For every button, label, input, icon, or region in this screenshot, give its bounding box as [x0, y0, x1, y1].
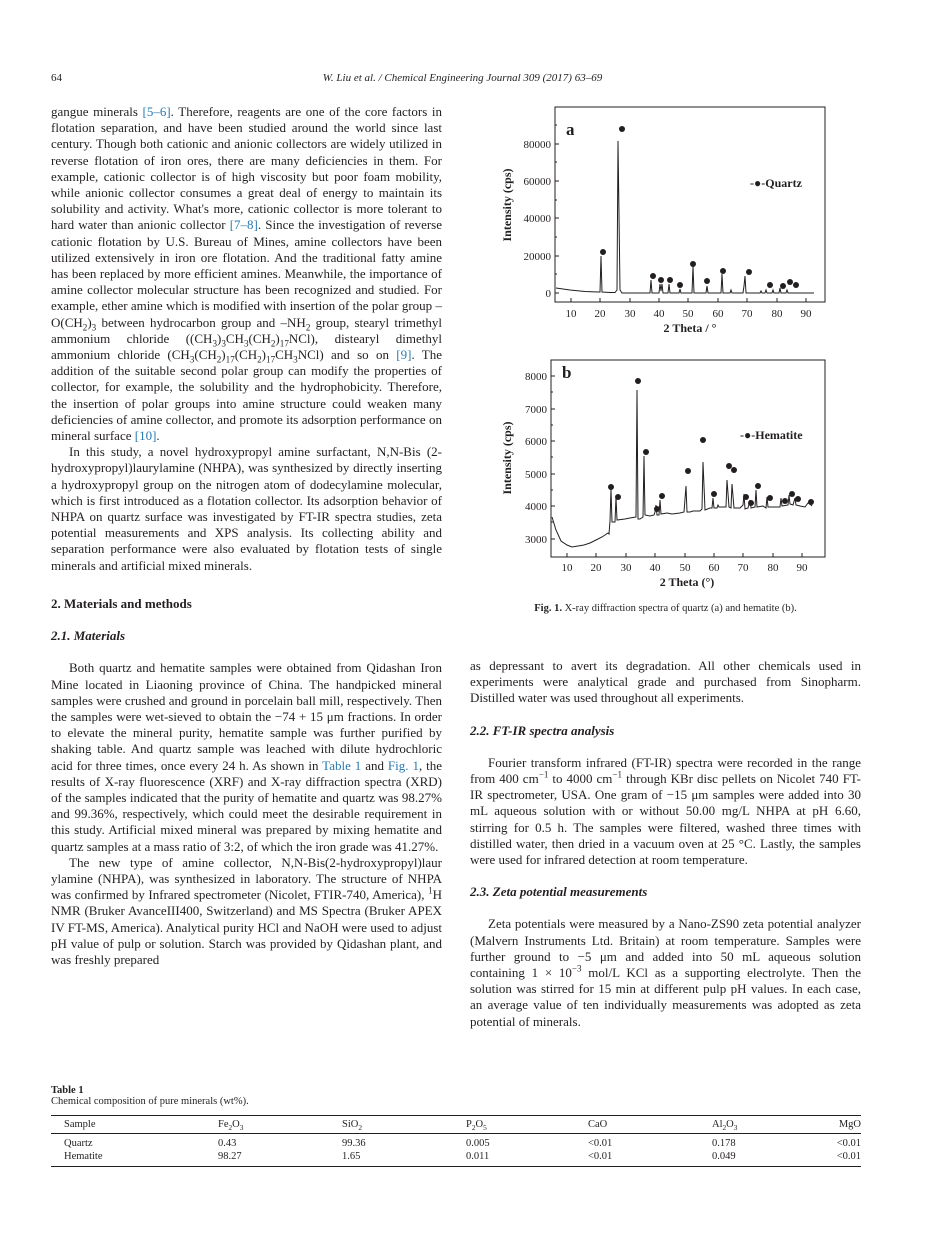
svg-text:70: 70: [737, 562, 749, 574]
svg-text:90: 90: [796, 562, 808, 574]
table-1: [51, 1085, 861, 1167]
svg-text:2 Theta / °: 2 Theta / °: [663, 321, 717, 335]
ftir-paragraph: Fourier transform infrared (FT-IR) spectra were recorded in the range from 400 $cm^{-1}$ to 4000 $cm^{-1}$ through KBr disc pellets on Nicolet 740 FT-IR spectrometer, USA. One gram of −15 μm samples were added into 30 mL aqueous solution with or without 50.00 mg/L NHPA at pH 6.60, stirring for 0.5 h. The samples were filtered, washed three times with distilled water, then dried in a vacuum oven at 25 °C. Lastly, the samples were used for infrared detection at room temperature.: [470, 754, 861, 868]
svg-text:20: 20: [590, 562, 602, 574]
intro-paragraph-1: gangue minerals [5–6]. Therefore, reagents are one of the core factors in flotation separation, and have been studied around the world since last century. Though both cationic and anionic collectors are widely utilized in reverse flotation of iron ores, there are many deficiencies in them. For example, cationic collector is of high viscosity but poor foam mobility, while anionic collector consumes a great deal of energy to maintain its solubility and activity. What's more, cationic collector is more tolerant to hard water than anionic collector [7–8]. Since the investigation of reverse cationic flotation by U.S. Bureau of Mines, amine collectors have been utilized extensively in iron ore flotation. And the traditional fatty amine has been replaced by more efficient amines. Meanwhile, the importance of amine collector molecular structure has been recognized and studied. For example, ether amine which is modified with insertion of the polar group $-O(CH_2)_3$ between hydrocarbon group and $-NH_2$ group, stearyl trimethyl ammonium chloride $((CH_3)_3CH_3(CH_2)_{17}NCl)$, distearyl dimethyl ammonium chloride $(CH_3(CH_2)_{17}(CH_2)_{17}CH_3NCl)$ and so on [9]. The addition of the suitable second polar group can modify the properties of collector, for example, the solubility and the hydrophobicity. Therefore, the insertion of polar groups into amine structure could weaken many deficiencies of amine collector, and promote its adsorption performance on mineral surface [10].: [51, 104, 443, 444]
xrd-chart-hematite: [495, 355, 835, 595]
svg-text:b: b: [562, 363, 572, 382]
svg-text:80: 80: [771, 308, 783, 320]
svg-text:2 Theta (°): 2 Theta (°): [659, 575, 715, 589]
page-number: 64: [51, 72, 62, 84]
column-header: Sample: [51, 1116, 218, 1134]
svg-text:10: 10: [565, 308, 577, 320]
svg-text:a: a: [566, 120, 575, 139]
composition-table: [51, 1115, 861, 1167]
column-header: SiO$_2$: [342, 1116, 466, 1134]
subsection-heading: 2.2. FT-IR spectra analysis: [470, 722, 615, 738]
right-column: [470, 658, 861, 1030]
svg-text:50: 50: [679, 562, 691, 574]
svg-text:0: 0: [545, 288, 551, 300]
running-header: [0, 72, 925, 88]
svg-text:Intensity (cps): Intensity (cps): [500, 421, 514, 495]
svg-text:40000: 40000: [523, 213, 551, 225]
svg-text:7000: 7000: [525, 404, 547, 416]
svg-text:30: 30: [624, 308, 636, 320]
svg-text:20000: 20000: [523, 251, 551, 263]
svg-text:5000: 5000: [525, 469, 547, 481]
subsection-heading: 2.3. Zeta potential measurements: [470, 884, 648, 900]
table-row: Quartz 0.43 99.36 0.005 <0.01 0.178 <0.01: [64, 1138, 861, 1149]
citation-link[interactable]: [9]: [396, 347, 412, 363]
journal-reference: W. Liu et al. / Chemical Engineering Journal 309 (2017) 63–69: [322, 72, 603, 84]
table-label: Table 1: [51, 1085, 84, 1096]
column-header: $Al_2O_3$: [712, 1116, 822, 1134]
svg-text:60: 60: [712, 308, 724, 320]
svg-text:80: 80: [767, 562, 779, 574]
table-link[interactable]: Table 1: [322, 757, 362, 773]
table-caption: Chemical composition of pure minerals (wt%).: [51, 1096, 249, 1107]
column-header: $P_2O_5$: [466, 1116, 588, 1134]
section-heading: 2. Materials and methods: [51, 595, 192, 611]
left-column: [51, 104, 442, 968]
svg-text:-●-Quartz: -●-Quartz: [750, 176, 802, 190]
figure-link[interactable]: Fig. 1: [387, 757, 419, 773]
svg-text:-●-Hematite: -●-Hematite: [740, 428, 803, 442]
table-header-row: [51, 1116, 861, 1134]
svg-text:3000: 3000: [525, 534, 547, 546]
svg-text:80000: 80000: [523, 139, 551, 151]
svg-text:70: 70: [741, 308, 753, 320]
citation-link[interactable]: [7–8]: [229, 217, 258, 233]
materials-paragraph-continued: as depressant to avert its degradation. All other chemicals used in experiments were analytical grade and purchased from Sinopharm. Distilled water was used throughout all experiments.: [470, 658, 861, 706]
citation-link[interactable]: [5–6]: [142, 104, 171, 119]
figure-caption: Fig. 1. X-ray diffraction spectra of quartz (a) and hematite (b).: [534, 603, 797, 614]
subsection-heading: 2.1. Materials: [51, 628, 126, 644]
zeta-paragraph: Zeta potentials were measured by a Nano-ZS90 zeta potential analyzer (Malvern Instruments Ltd. Britain) at room temperature. Samples were further ground to −5 μm and added into 50 mL aqueous solution containing $1 \times 10^{-3}$ mol/L KCl as a supporting electrolyte. Then the solution was stirred for 15 min at different pulp pH values. In each case, an average value of ten individually measurements was adopted as zeta potential of minerals.: [470, 916, 862, 1029]
svg-text:40: 40: [649, 562, 661, 574]
svg-text:6000: 6000: [525, 436, 547, 448]
svg-text:Intensity (cps): Intensity (cps): [500, 168, 514, 242]
svg-text:90: 90: [800, 308, 812, 320]
column-header: CaO: [588, 1116, 712, 1134]
svg-text:30: 30: [620, 562, 632, 574]
column-header: MgO: [822, 1116, 861, 1134]
svg-text:60: 60: [708, 562, 720, 574]
citation-link[interactable]: [10]: [134, 428, 157, 444]
materials-paragraph-2: The new type of amine collector, N,N-Bis(2-hydroxypropyl)laur ylamine (NHPA), was synthesized in laboratory. The structure of NHPA was confirmed by Infrared spectrometer (Nicolet, FTIR-740, America), $^1$H NMR (Bruker AvanceIII400, Switzerland) and MS Spectra (Bruker APEX IV FT-MS, America). Analytical purity HCl and NaOH were used to adjust pH value of pulp or solution. Starch was provided by Qidashan plant, and was freshly prepared: [51, 854, 442, 967]
xrd-chart-quartz: [495, 100, 835, 340]
table-row: Hematite 98.27 1.65 0.011 <0.01 0.049 <0.01: [51, 1150, 861, 1167]
svg-text:10: 10: [561, 562, 573, 574]
intro-paragraph-2: In this study, a novel hydroxypropyl amine surfactant, N,N-Bis (2-hydroxypropyl)laurylamine (NHPA), was synthesized by directly inserting a hydroxypropyl group on the nitrogen atom of dodecylamine molecular, which is first introduced as a flotation collector. Its adsorption behavior of NHPA on quartz surface was investigated by FT-IR spectra studies, zeta potential measurements and XPS analysis. Its collecting ability and separation performance were also evaluated by flotation tests of single minerals and artificial mixed minerals.: [51, 444, 442, 573]
svg-text:8000: 8000: [525, 371, 547, 383]
column-header: $Fe_2O_3$: [218, 1116, 342, 1134]
svg-text:4000: 4000: [525, 501, 547, 513]
svg-text:40: 40: [653, 308, 665, 320]
svg-text:50: 50: [682, 308, 694, 320]
materials-paragraph-1: Both quartz and hematite samples were obtained from Qidashan Iron Mine located in Liaoning province of China. The handpicked mineral samples were crushed and ground in porcelain ball mill, respectively. Then the samples were wet-sieved to obtain the −74 + 15 μm fractions. In order to elevate the mineral purity, hematite sample was further purified by shaking table. And quartz sample was leached with dilute hydrochloric acid for three times, once every 24 h. As shown in Table 1 and Fig. 1, the results of X-ray fluorescence (XRF) and X-ray diffraction spectra (XRD) of the samples indicated that the purity of hematite and quartz was 98.27% and 99.36%, respectively, which could meet the desirable requirement in this study. Artificial mixed mineral was prepared by mixing hematite and quartz samples at a mass ratio of 3:2, of which the iron grade was 41.27%.: [51, 660, 443, 854]
svg-text:20: 20: [594, 308, 606, 320]
svg-text:60000: 60000: [523, 176, 551, 188]
